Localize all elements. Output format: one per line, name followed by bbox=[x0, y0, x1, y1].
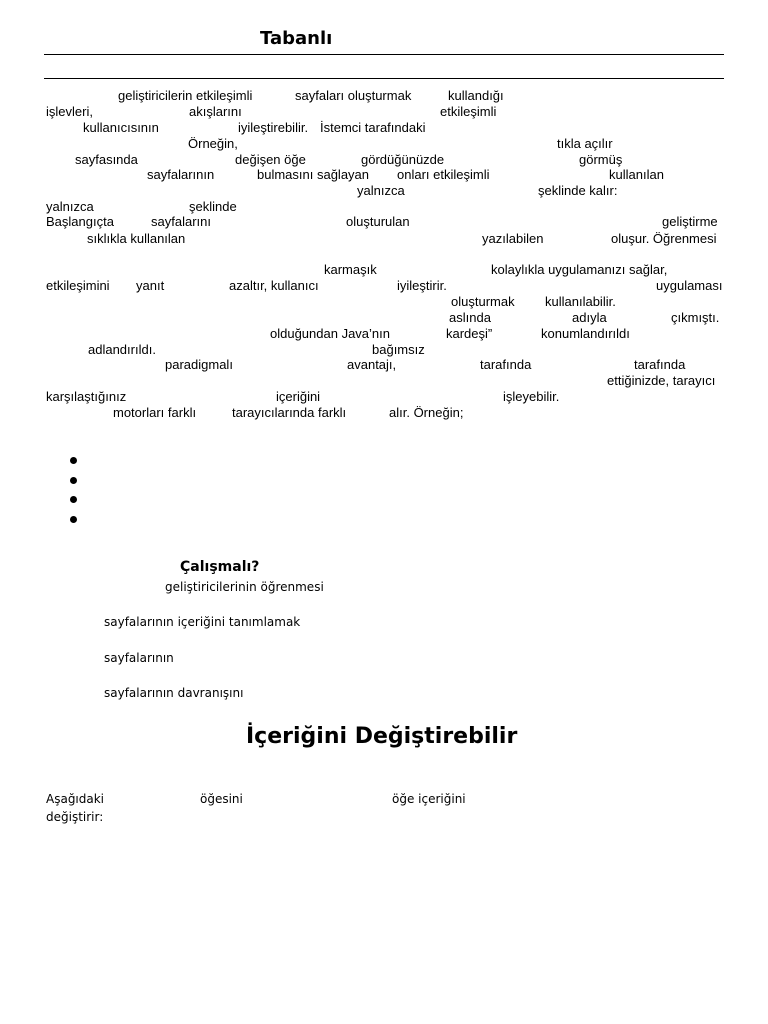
word: Örneğin, bbox=[188, 136, 238, 151]
word: kardeşi” bbox=[446, 326, 493, 341]
word: oluşturmak bbox=[451, 294, 515, 309]
word: şeklinde bbox=[189, 199, 237, 214]
word: konumlandırıldı bbox=[541, 326, 630, 341]
word: yalnızca bbox=[46, 199, 94, 214]
word: adıyla bbox=[572, 310, 607, 325]
section-heading: Çalışmalı? bbox=[180, 559, 260, 575]
section-item: geliştiricilerinin öğrenmesi bbox=[165, 580, 324, 594]
word: tarafında bbox=[634, 357, 686, 372]
word: İstemci tarafındaki bbox=[320, 120, 426, 135]
word: onları etkileşimli bbox=[397, 167, 490, 182]
word: geliştiricilerin etkileşimli bbox=[118, 88, 253, 103]
word: gördüğünüzde bbox=[361, 152, 445, 167]
section-item: sayfalarının içeriğini tanımlamak bbox=[104, 615, 301, 629]
section-item: sayfalarının davranışını bbox=[104, 686, 244, 700]
word: görmüş bbox=[579, 152, 623, 167]
word: paradigmalı bbox=[165, 357, 233, 372]
section2-word: Aşağıdaki bbox=[46, 792, 105, 806]
header-rule-top bbox=[44, 54, 724, 55]
word: çıkmıştı. bbox=[671, 310, 720, 325]
word: avantajı, bbox=[347, 357, 397, 372]
word: işlevleri, bbox=[46, 104, 93, 119]
word: kullanılan bbox=[609, 167, 664, 182]
bullet bbox=[70, 516, 77, 523]
word: oluşturulan bbox=[346, 214, 410, 229]
word: bulmasını sağlayan bbox=[257, 167, 370, 182]
bullet bbox=[70, 457, 77, 464]
word: motorları farklı bbox=[113, 405, 197, 420]
word: uygulaması bbox=[656, 278, 723, 293]
word: akışlarını bbox=[189, 104, 242, 119]
word: sayfasında bbox=[75, 152, 138, 167]
word: Başlangıçta bbox=[46, 214, 114, 229]
word: olduğundan Java’nın bbox=[270, 326, 390, 341]
bullet bbox=[70, 477, 77, 484]
word: içeriğini bbox=[276, 389, 321, 404]
word: iyileştirir. bbox=[397, 278, 447, 293]
word: karmaşık bbox=[324, 262, 377, 277]
word: yalnızca bbox=[357, 183, 405, 198]
word: tıkla açılır bbox=[557, 136, 613, 151]
word: kullandığı bbox=[448, 88, 504, 103]
word: ettiğinizde, tarayıcı bbox=[607, 373, 716, 388]
word: kullanılabilir. bbox=[545, 294, 616, 309]
word: bağımsız bbox=[372, 342, 425, 357]
word: şeklinde kalır: bbox=[538, 183, 618, 198]
header-rule-bottom bbox=[44, 78, 724, 79]
word: alır. Örneğin; bbox=[389, 405, 464, 420]
section2-line: değiştirir: bbox=[46, 810, 104, 824]
word: karşılaştığınız bbox=[46, 389, 127, 404]
word: tarayıcılarında farklı bbox=[232, 405, 347, 420]
page-title: Tabanlı bbox=[260, 28, 333, 49]
word: sayfalarını bbox=[151, 214, 211, 229]
word: adlandırıldı. bbox=[88, 342, 156, 357]
section2-word: öğesini bbox=[200, 792, 243, 806]
word: değişen öğe bbox=[235, 152, 306, 167]
word: sayfaları oluşturmak bbox=[295, 88, 412, 103]
word: işleyebilir. bbox=[503, 389, 560, 404]
word: sıklıkla kullanılan bbox=[87, 231, 186, 246]
word: kullanıcısının bbox=[83, 120, 159, 135]
word: kolaylıkla uygulamanızı sağlar, bbox=[491, 262, 668, 277]
word: etkileşimini bbox=[46, 278, 110, 293]
word: etkileşimli bbox=[440, 104, 497, 119]
bullet bbox=[70, 496, 77, 503]
word: azaltır, kullanıcı bbox=[229, 278, 319, 293]
word: oluşur. Öğrenmesi bbox=[611, 231, 717, 246]
word: yazılabilen bbox=[482, 231, 544, 246]
word: tarafında bbox=[480, 357, 532, 372]
section2-word: öğe içeriğini bbox=[392, 792, 466, 806]
section-item: sayfalarının bbox=[104, 651, 174, 665]
word: yanıt bbox=[136, 278, 165, 293]
word: geliştirme bbox=[662, 214, 718, 229]
word: sayfalarının bbox=[147, 167, 215, 182]
section2-heading: İçeriğini Değiştirebilir bbox=[246, 724, 518, 749]
word: aslında bbox=[449, 310, 491, 325]
word: iyileştirebilir. bbox=[238, 120, 309, 135]
